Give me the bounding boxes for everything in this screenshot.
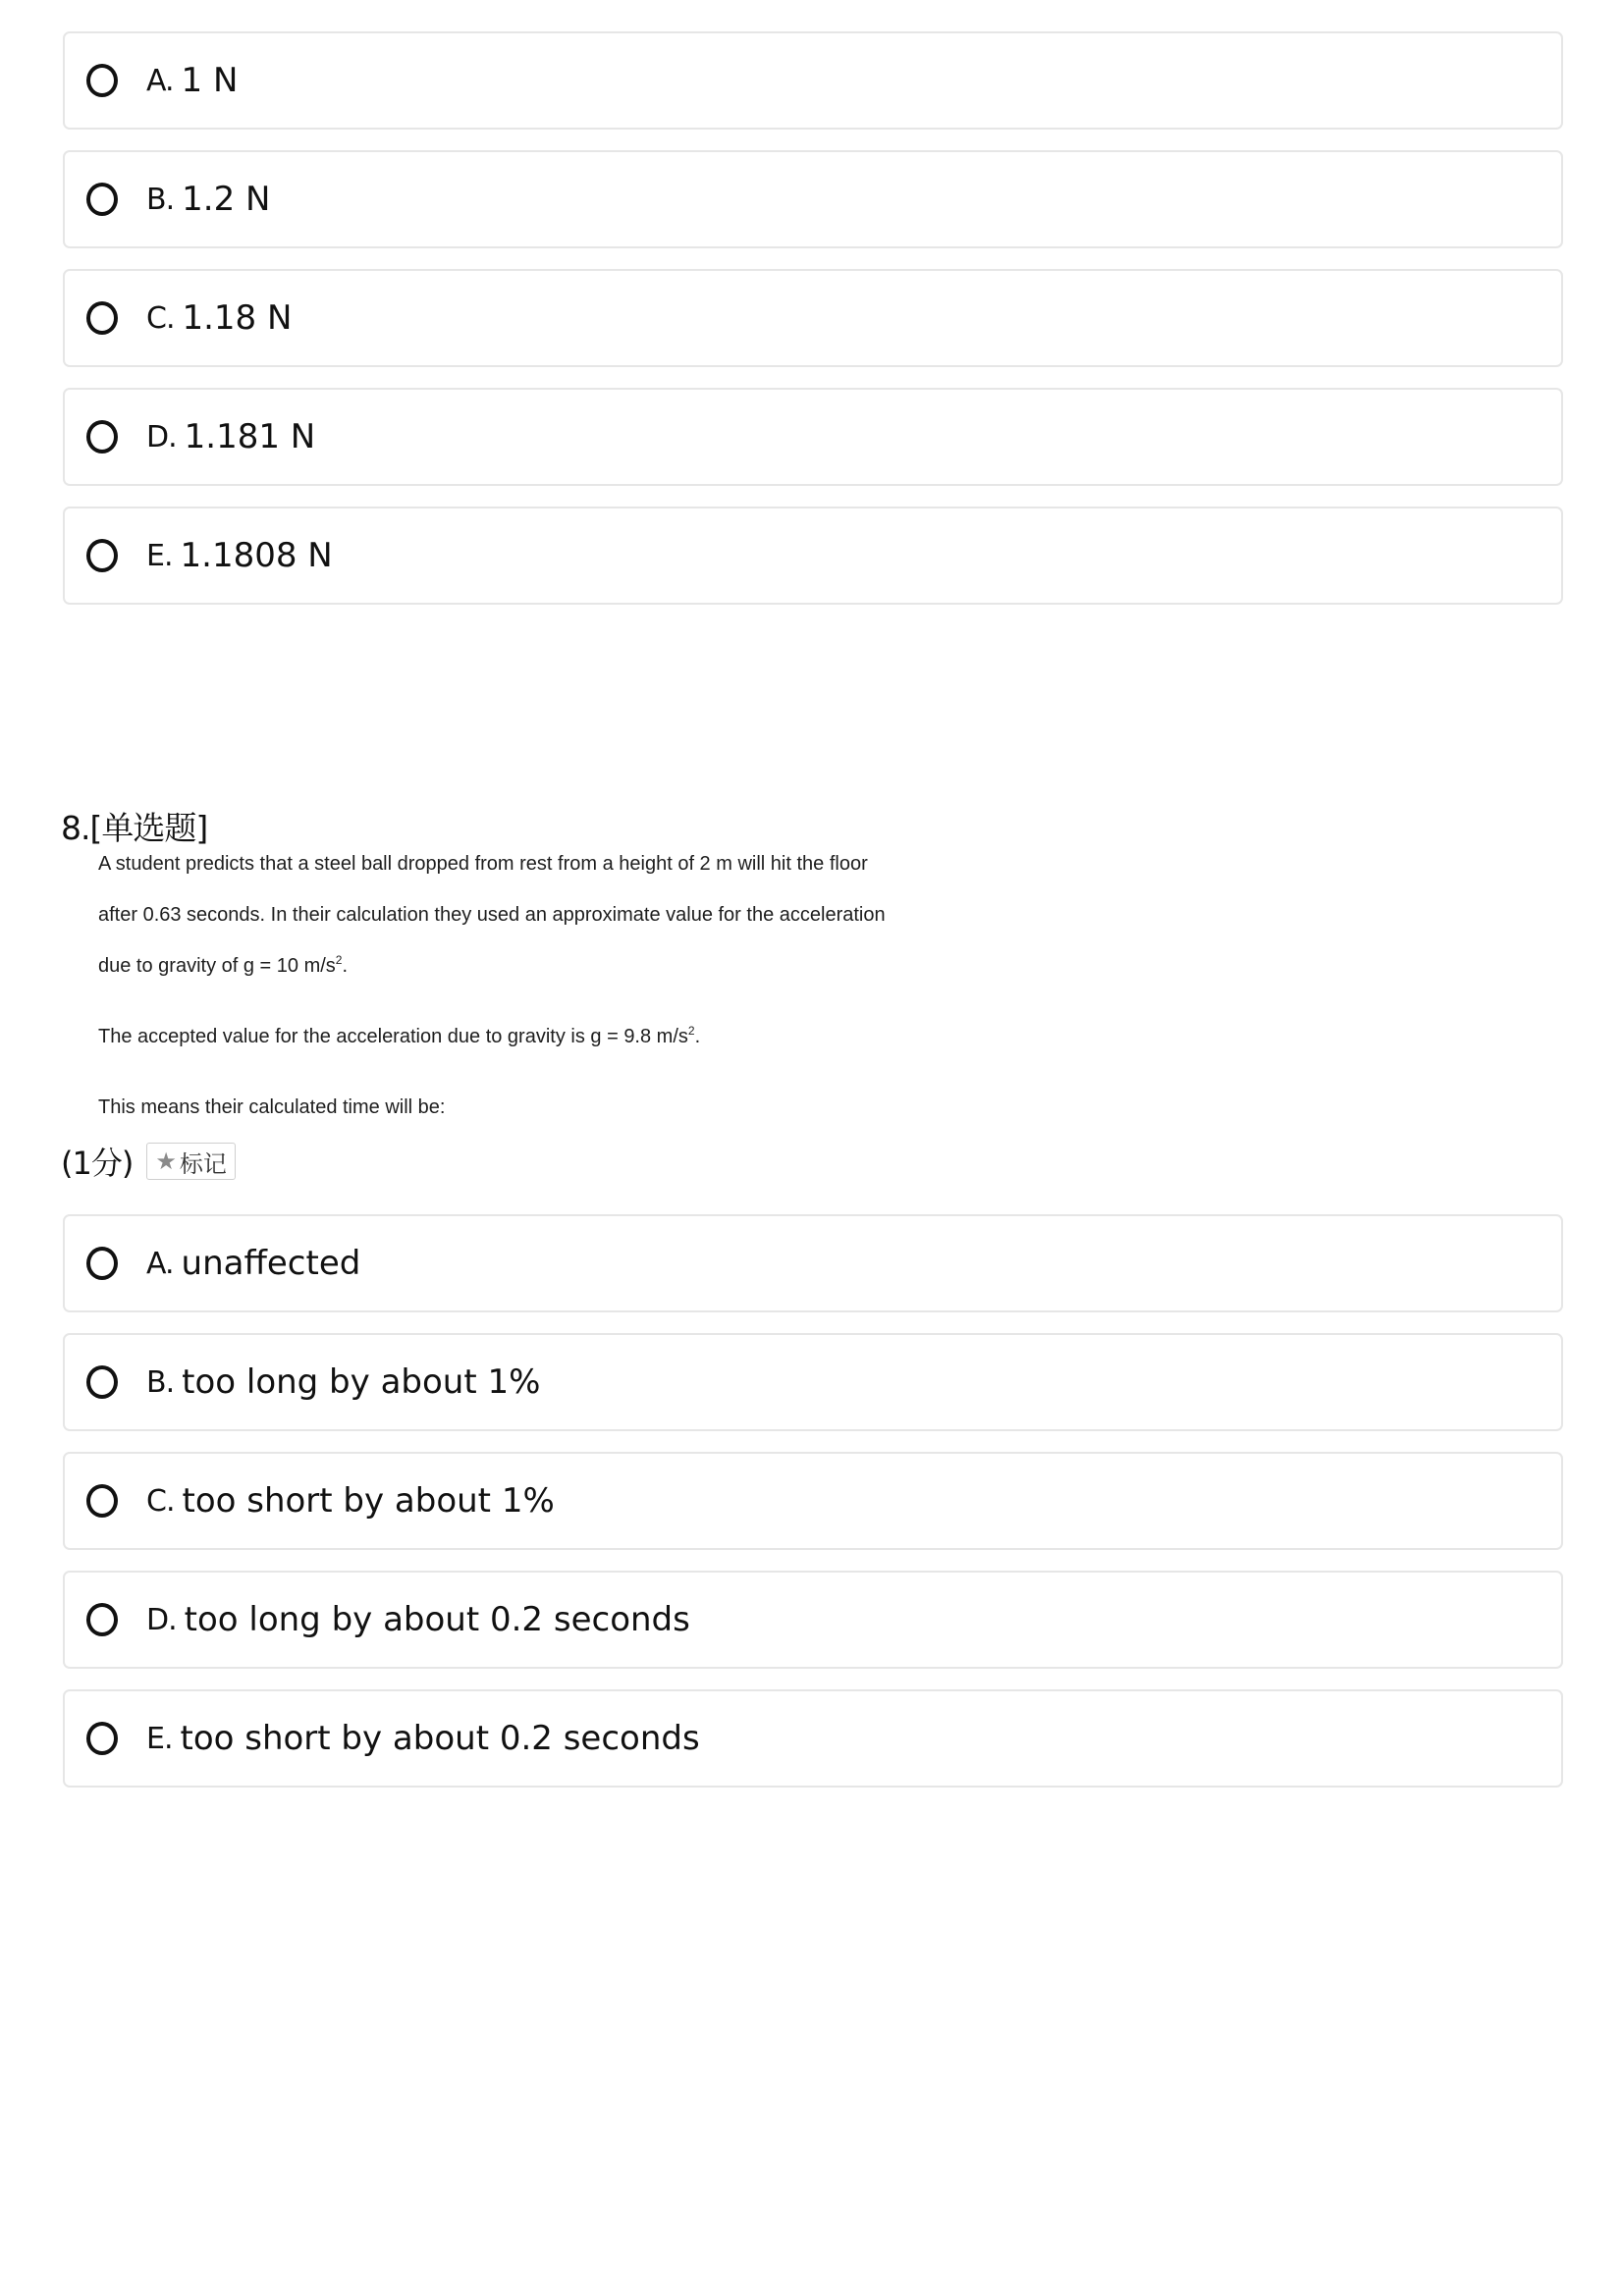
radio-unchecked-icon[interactable] (86, 183, 118, 216)
q7-option-a[interactable] (63, 31, 1563, 130)
option-letter: E. (146, 538, 173, 573)
score-row (61, 1139, 236, 1184)
option-text: too long by about 0.2 seconds (184, 1600, 690, 1639)
radio-unchecked-icon[interactable] (86, 420, 118, 454)
q7-option-d[interactable] (63, 388, 1563, 486)
option-letter: D. (146, 1602, 177, 1637)
q8-option-a[interactable] (63, 1214, 1563, 1312)
q8-option-e[interactable] (63, 1689, 1563, 1788)
q8-option-c[interactable] (63, 1452, 1563, 1550)
q7-option-b[interactable] (63, 150, 1563, 248)
q8-option-b[interactable] (63, 1333, 1563, 1431)
radio-unchecked-icon[interactable] (86, 64, 118, 97)
question-text-line (98, 944, 1571, 995)
q8-option-d[interactable] (63, 1571, 1563, 1669)
option-text: 1.18 N (182, 298, 293, 338)
q7-option-c[interactable] (63, 269, 1563, 367)
q7-option-e[interactable] (63, 507, 1563, 605)
question-body (98, 842, 1571, 1137)
option-letter: E. (146, 1721, 173, 1756)
question-prompt: This means their calculated time will be: (98, 1096, 446, 1118)
question-text: The accepted value for the acceleration due to gravity is g = 9.8 m/s (98, 1026, 688, 1047)
question-text: . (342, 955, 349, 977)
question-text-line: A student predicts that a steel ball dropped from rest from a height of 2 m will hit the floor (98, 853, 868, 875)
radio-unchecked-icon[interactable] (86, 1722, 118, 1755)
radio-unchecked-icon[interactable] (86, 539, 118, 572)
radio-unchecked-icon[interactable] (86, 1247, 118, 1280)
mark-label: 标记 (179, 1149, 227, 1178)
option-text: 1.1808 N (180, 536, 333, 575)
option-text: 1 N (181, 61, 239, 100)
option-letter: B. (146, 1364, 175, 1400)
option-letter: C. (146, 1483, 175, 1519)
option-letter: B. (146, 182, 175, 217)
question-text-line (98, 1015, 1571, 1066)
option-letter: A. (146, 63, 174, 98)
star-icon: ★ (155, 1148, 177, 1175)
question-number: 8. (61, 809, 90, 847)
option-text: 1.181 N (184, 417, 316, 456)
radio-unchecked-icon[interactable] (86, 301, 118, 335)
radio-unchecked-icon[interactable] (86, 1365, 118, 1399)
option-text: too long by about 1% (182, 1362, 541, 1402)
mark-button[interactable] (146, 1143, 236, 1180)
superscript: 2 (687, 1023, 695, 1038)
option-letter: A. (146, 1246, 174, 1281)
option-text: unaffected (181, 1244, 361, 1283)
option-text: too short by about 1% (182, 1481, 555, 1521)
radio-unchecked-icon[interactable] (86, 1603, 118, 1636)
radio-unchecked-icon[interactable] (86, 1484, 118, 1518)
option-letter: D. (146, 419, 177, 454)
option-letter: C. (146, 300, 175, 336)
question-score: (1分) (61, 1145, 134, 1182)
option-text: 1.2 N (182, 180, 271, 219)
question-type: [单选题] (89, 809, 208, 847)
superscript: 2 (335, 952, 343, 967)
question-text: . (694, 1026, 701, 1047)
question-text-line: after 0.63 seconds. In their calculation they used an approximate value for the acceleration (98, 904, 886, 926)
question-text: due to gravity of g = 10 m/s (98, 955, 336, 977)
option-text: too short by about 0.2 seconds (180, 1719, 700, 1758)
